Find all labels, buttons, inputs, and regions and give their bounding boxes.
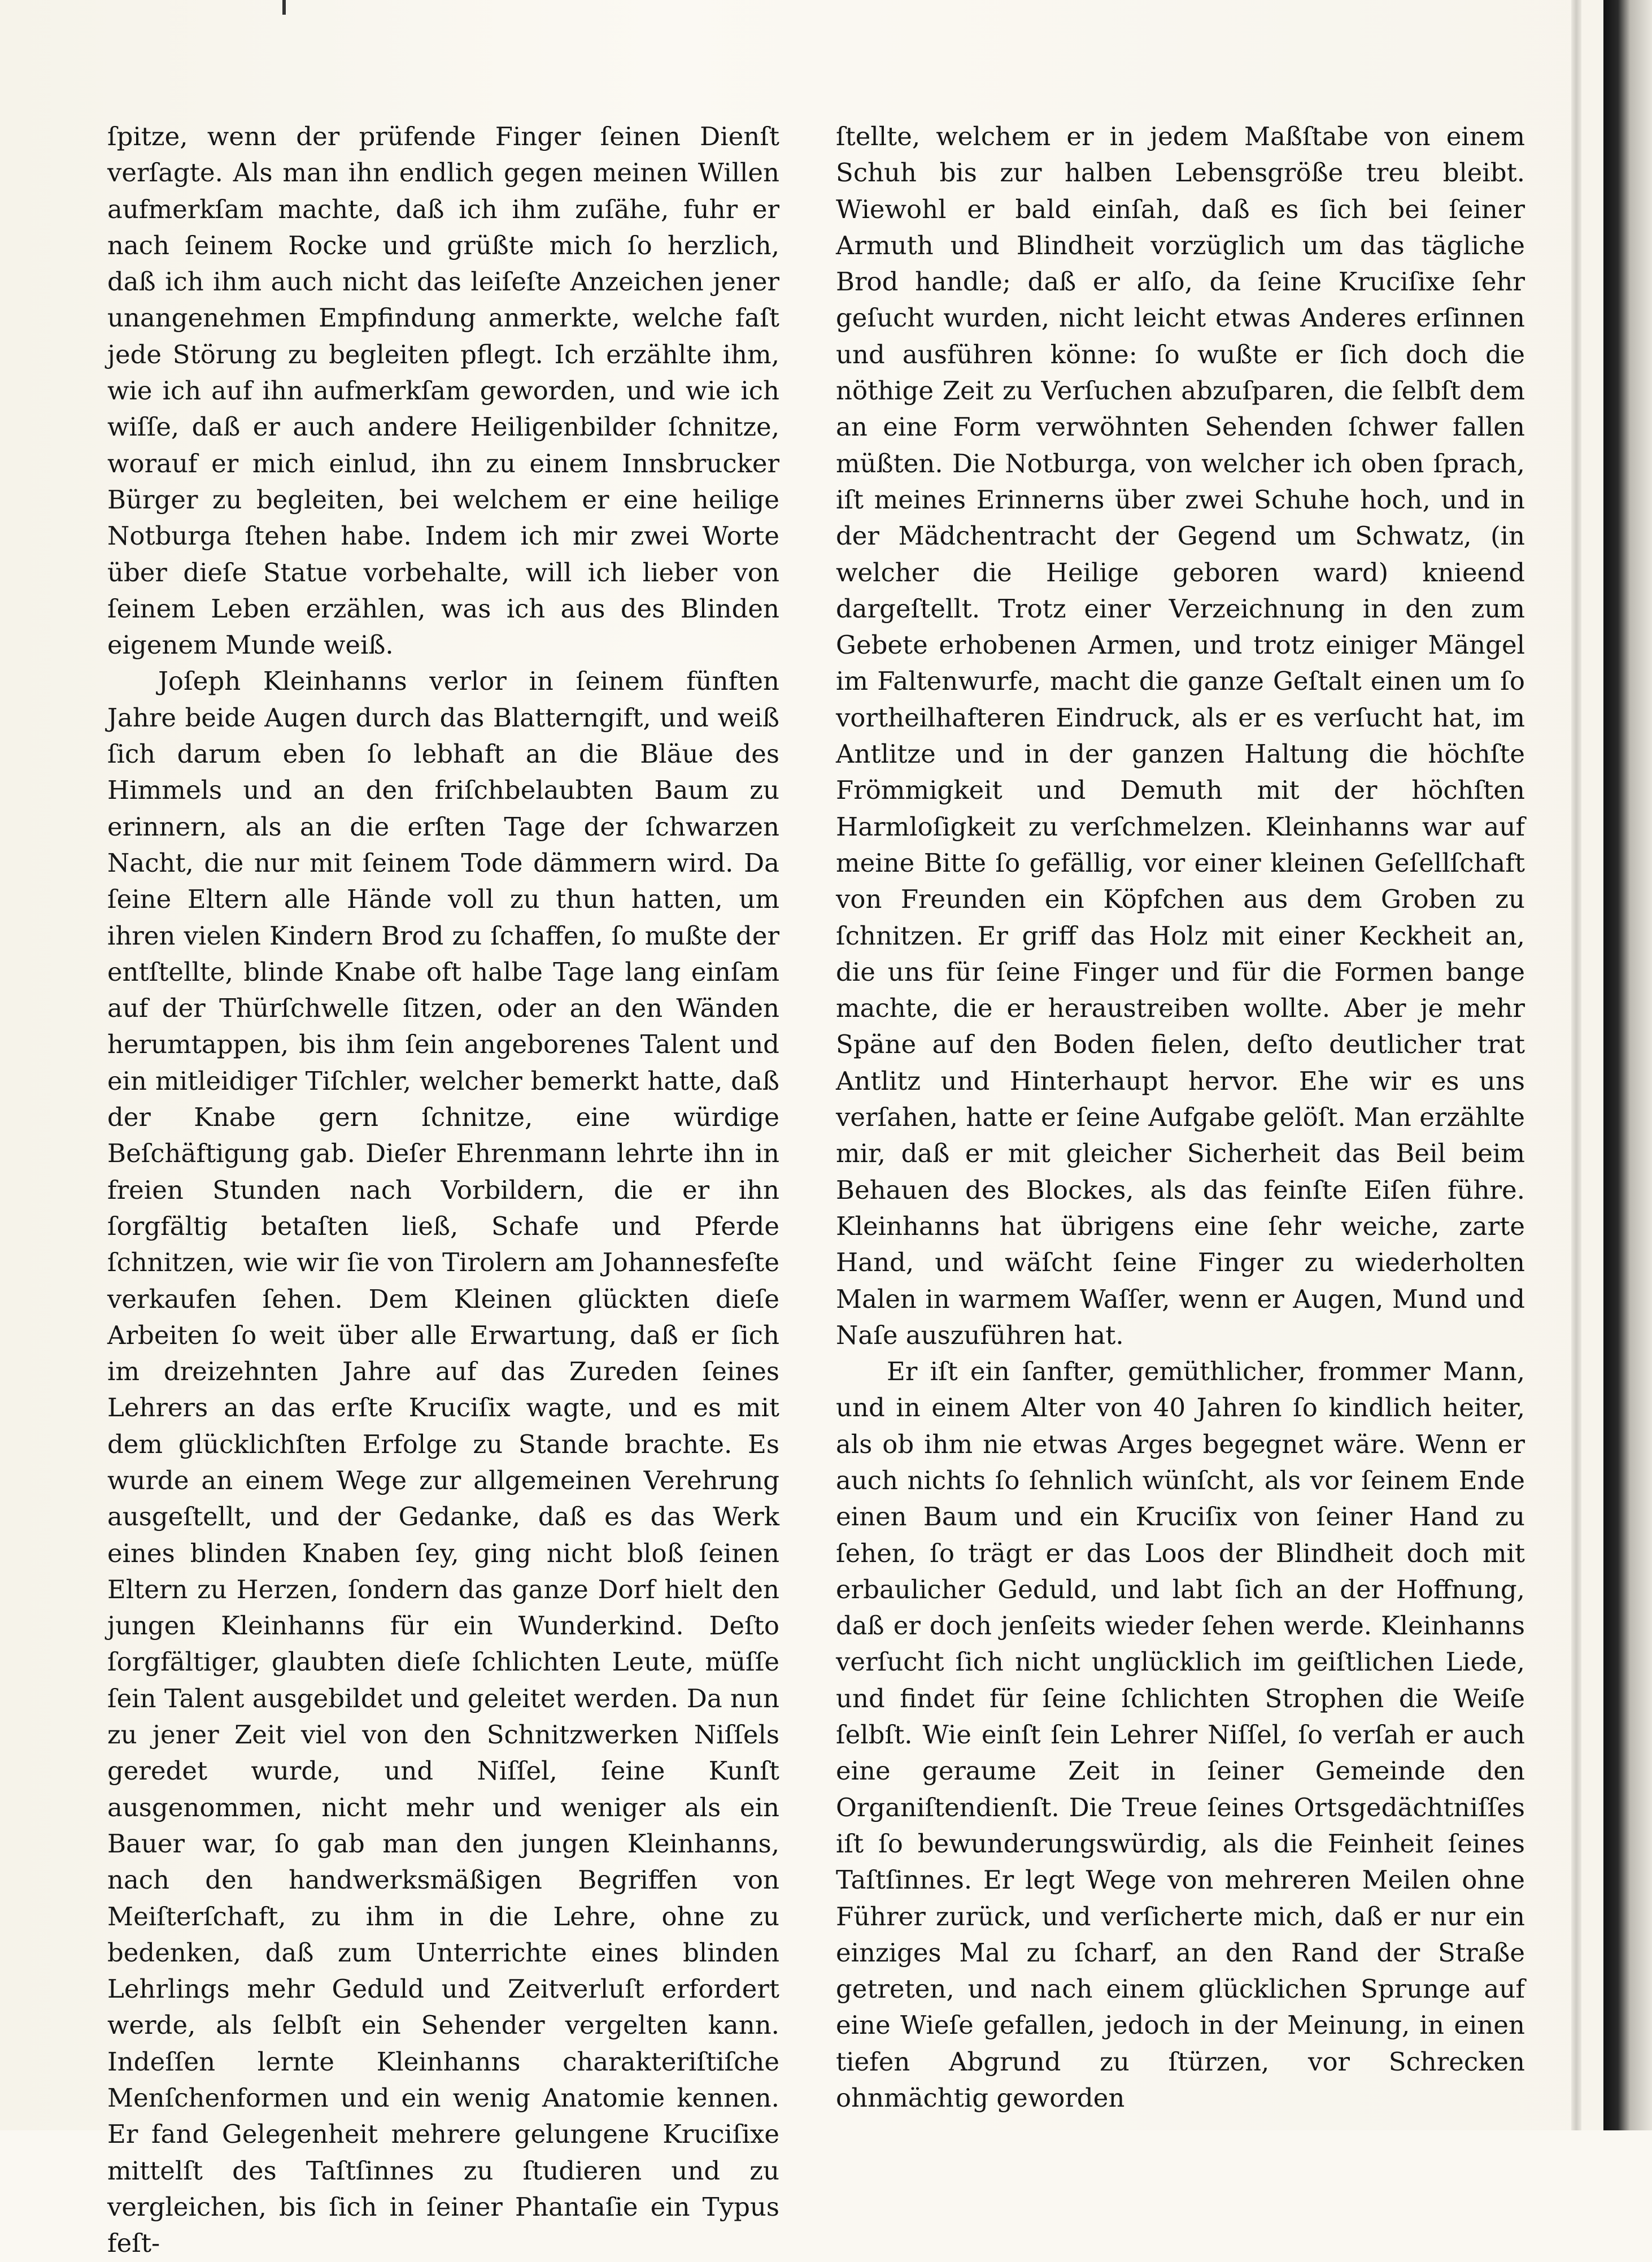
right-column bbox=[836, 119, 1525, 2116]
edge-mark bbox=[282, 0, 286, 15]
paragraph: ſpitze, wenn der prüfende Finger ſeinen Dienſt verſagte. Als man ihn endlich gegen meinen Willen aufmerkſam machte, daß ich ihm zuſähe, fuhr er nach ſeinem Rocke und grüßte mich ſo herzlich, daß ich ihm auch nicht das leiſeſte Anzeichen jener unangenehmen Empfindung anmerkte, welche faſt jede Störung zu begleiten pflegt. Ich erzählte ihm, wie ich auf ihn aufmerkſam geworden, und wie ich wiſſe, daß er auch andere Heiligenbilder ſchnitze, worauf er mich einlud, ihn zu einem Innsbrucker Bürger zu begleiten, bei welchem er eine heilige Notburga ſtehen habe. Indem ich mir zwei Worte über dieſe Statue vorbehalte, will ich lieber von ſeinem Leben erzählen, was ich aus des Blinden eigenem Munde weiß. bbox=[107, 121, 779, 660]
page-edge bbox=[1603, 0, 1652, 2130]
page-fold-shadow bbox=[1571, 0, 1581, 2130]
paragraph: ſtellte, welchem er in jedem Maßſtabe von einem Schuh bis zur halben Lebensgröße treu bleibt. Wiewohl er bald einſah, daß es ſich bei ſeiner Armuth und Blindheit vorzüglich um das tägliche Brod handle; daß er alſo, da ſeine Kruciſixe ſehr geſucht wurden, nicht leicht etwas Anderes erſinnen und ausführen könne: ſo wußte er ſich doch die nöthige Zeit zu Verſuchen abzuſparen, die ſelbſt dem an eine Form verwöhnten Sehenden ſchwer fallen müßten. Die Notburga, von welcher ich oben ſprach, iſt meines Erinnerns über zwei Schuhe hoch, und in der Mädchentracht der Gegend um Schwatz, (in welcher die Heilige geboren ward) knieend dargeſtellt. Trotz einer Verzeichnung in den zum Gebete erhobenen Armen, und trotz einiger Mängel im Faltenwurfe, macht die ganze Geſtalt einen um ſo vortheilhafteren Eindruck, als er es verſucht hat, im Antlitze und in der ganzen Haltung die höchſte Frömmigkeit und Demuth mit der höchſten Harmloſigkeit zu verſchmelzen. Kleinhanns war auf meine Bitte ſo gefällig, vor einer kleinen Geſellſchaft von Freunden ein Köpfchen aus dem Groben zu ſchnitzen. Er griff das Holz mit einer Keckheit an, die uns für ſeine Finger und für die Formen bange machte, die er heraustreiben wollte. Aber je mehr Späne auf den Boden fielen, deſto deutlicher trat Antlitz und Hinterhaupt hervor. Ehe wir es uns verſahen, hatte er ſeine Aufgabe gelöſt. Man erzählte mir, daß er mit gleicher Sicherheit das Beil beim Behauen des Blockes, als das feinſte Eiſen führe. Kleinhanns hat übrigens eine ſehr weiche, zarte Hand, und wäſcht ſeine Finger zu wiederholten Malen in warmem Waſſer, wenn er Augen, Mund und Naſe auszuführen hat. bbox=[836, 121, 1525, 1350]
paragraph: Joſeph Kleinhanns verlor in ſeinem fünften Jahre beide Augen durch das Blatterngift, und weiß ſich darum eben ſo lebhaft an die Bläue des Himmels und an den friſchbelaubten Baum zu erinnern, als an die erſten Tage der ſchwarzen Nacht, die nur mit ſeinem Tode dämmern wird. Da ſeine Eltern alle Hände voll zu thun hatten, um ihren vielen Kindern Brod zu ſchaffen, ſo mußte der entſtellte, blinde Knabe oft halbe Tage lang einſam auf der Thürſchwelle ſitzen, oder an den Wänden herumtappen, bis ihm ſein angeborenes Talent und ein mitleidiger Tiſchler, welcher bemerkt hatte, daß der Knabe gern ſchnitze, eine würdige Beſchäftigung gab. Dieſer Ehrenmann lehrte ihn in freien Stunden nach Vorbildern, die er ihn ſorgfältig betaſten ließ, Schafe und Pferde ſchnitzen, wie wir ſie von Tirolern am Johannesfeſte verkaufen ſehen. Dem Kleinen glückten dieſe Arbeiten ſo weit über alle Erwartung, daß er ſich im dreizehnten Jahre auf das Zureden ſeines Lehrers an das erſte Kruciſix wagte, und es mit dem glücklichſten Erfolge zu Stande brachte. Es wurde an einem Wege zur allgemeinen Verehrung ausgeſtellt, und der Gedanke, daß es das Werk eines blinden Knaben ſey, ging nicht bloß ſeinen Eltern zu Herzen, ſondern das ganze Dorf hielt den jungen Kleinhanns für ein Wunderkind. Deſto ſorgfältiger, glaubten dieſe ſchlichten Leute, müſſe ſein Talent ausgebildet und geleitet werden. Da nun zu jener Zeit viel von den Schnitzwerken Niſſels geredet wurde, und Niſſel, ſeine Kunſt ausgenommen, nicht mehr und weniger als ein Bauer war, ſo gab man den jungen Kleinhanns, nach den handwerksmäßigen Begriffen von Meiſterſchaft, zu ihm in die Lehre, ohne zu bedenken, daß zum Unterrichte eines blinden Lehrlings mehr Geduld und Zeitverluſt erfordert werde, als ſelbſt ein Sehender vergelten kann. Indeſſen lernte Kleinhanns charakteriſtiſche Menſchenformen und ein wenig Anatomie kennen. Er fand Gelegenheit mehrere gelungene Kruciſixe mittelſt des Taſtſinnes zu ſtudieren und zu vergleichen, bis ſich in ſeiner Phantaſie ein Typus feſt- bbox=[107, 666, 779, 2259]
left-column bbox=[107, 119, 779, 2262]
paragraph: Er iſt ein ſanfter, gemüthlicher, frommer Mann, und in einem Alter von 40 Jahren ſo kindlich heiter, als ob ihm nie etwas Arges begegnet wäre. Wenn er auch nichts ſo ſehnlich wünſcht, als vor ſeinem Ende einen Baum und ein Kruciſix von ſeiner Hand zu ſehen, ſo trägt er das Loos der Blindheit doch mit erbaulicher Geduld, und labt ſich an der Hoffnung, daß er doch jenſeits wieder ſehen werde. Kleinhanns verſucht ſich nicht unglücklich im geiſtlichen Liede, und findet für ſeine ſchlichten Strophen die Weiſe ſelbſt. Wie einſt ſein Lehrer Niſſel, ſo verſah er auch eine geraume Zeit in ſeiner Gemeinde den Organiſtendienſt. Die Treue ſeines Ortsgedächtniſſes iſt ſo bewunderungswürdig, als die Feinheit ſeines Taſtſinnes. Er legt Wege von mehreren Meilen ohne Führer zurück, und verſicherte mich, daß er nur ein einziges Mal zu ſcharf, an den Rand der Straße getreten, und nach einem glücklichen Sprunge auf eine Wieſe gefallen, jedoch in der Meinung, in einen tiefen Abgrund zu ſtürzen, vor Schrecken ohnmächtig geworden bbox=[836, 1356, 1525, 2113]
